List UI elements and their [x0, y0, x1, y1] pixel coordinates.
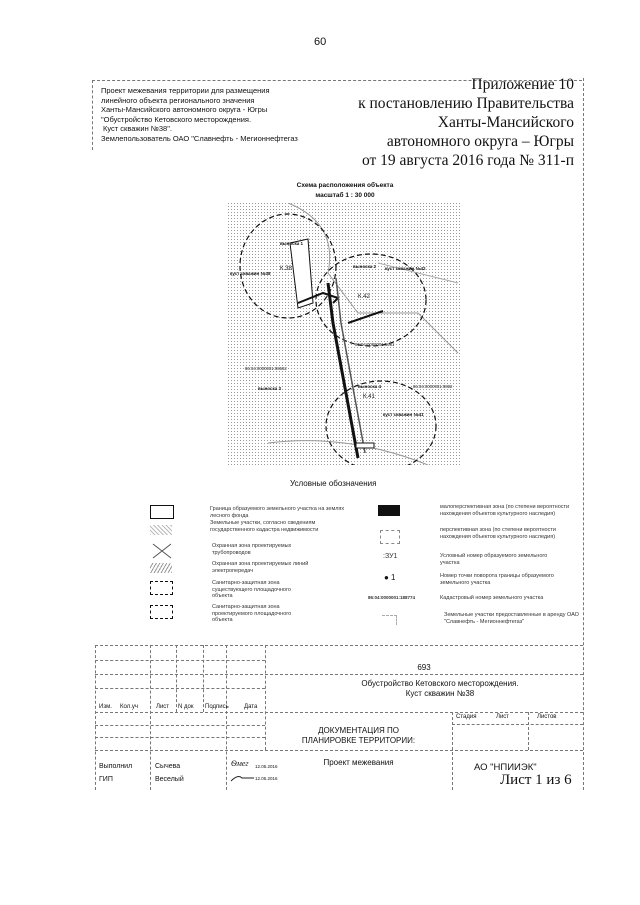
appendix-line: автономного округа – Югры	[386, 133, 574, 150]
organization: АО "НПИИЭК"	[474, 762, 537, 773]
cadastral-parcels-symbol-icon	[150, 525, 172, 535]
legend-title: Условные обозначения	[290, 479, 377, 488]
object-name	[290, 679, 590, 699]
leased-parcel-icon	[382, 615, 397, 625]
callout-4: выноска 4	[358, 384, 382, 389]
label-k41: К.41	[363, 394, 375, 400]
legend-text: Охранная зона проектируемых линий электропередач	[212, 561, 309, 574]
header-right	[358, 75, 574, 170]
well-pad-42: куст скважин №42	[385, 266, 426, 271]
point-symbol: ● 1	[384, 573, 396, 582]
page-number: 60	[314, 36, 327, 48]
prospect-zone-icon	[380, 530, 400, 544]
cadastral-label: 86:04:0000001:98692	[245, 366, 287, 371]
doc-subtitle: Проект межевания	[323, 758, 394, 767]
powerline-zone-hatch-icon	[150, 563, 172, 573]
well-pad-38: куст скважин №38	[230, 271, 271, 276]
sheet-number: Лист 1 из 6	[500, 772, 572, 788]
legend-text: Граница образуемого земельного участка на землях лесного фонда	[210, 506, 345, 519]
location-map	[228, 203, 462, 465]
person-name: Веселый	[155, 776, 184, 783]
object-line: Куст скважин №38	[405, 689, 475, 698]
cadastral-label: 86:04:0000001:9892	[413, 384, 453, 389]
boundary-symbol-icon	[150, 505, 174, 519]
col-header: Дата	[244, 704, 258, 710]
object-line: Обустройство Кетовского месторождения.	[361, 679, 519, 688]
sheets-header: Листов	[537, 714, 557, 720]
header-line: Землепользователь ОАО "Славнефть - Мегионнефтегаз	[101, 133, 298, 143]
col-header: Изм.	[99, 704, 112, 710]
appendix-line: к постановлению Правительства	[358, 95, 574, 112]
zu-symbol: :ЗУ1	[383, 553, 398, 560]
col-header: Кол.уч	[120, 704, 138, 710]
cadastral-label: 86:04:0000001:5981	[355, 342, 395, 347]
sheet-header: Лист	[496, 714, 510, 720]
low-prospect-zone-icon	[378, 505, 400, 516]
legend-text: Условный номер образуемого земельного участка	[440, 553, 548, 566]
header-line: Куст скважин №38".	[103, 124, 172, 134]
header-line: линейного объекта регионального значения	[101, 95, 255, 105]
label-k42: К.42	[358, 294, 370, 300]
legend-text: Кадастровый номер земельного участка	[440, 595, 544, 601]
header-line: "Обустройство Кетовского месторождения.	[101, 114, 252, 124]
doc-line: ДОКУМЕНТАЦИЯ ПО	[318, 726, 399, 735]
map-scale: масштаб 1 : 30 000	[315, 192, 375, 199]
legend-text: Санитарно-защитная зона существующего площадочного объекта	[212, 580, 291, 600]
cadastral-symbol: 86:04:0000001:188774	[368, 595, 416, 600]
legend-text: Номер точки поворота границы образуемого земельного участка	[440, 573, 554, 586]
signature-1: Ѳмег	[231, 759, 249, 768]
document-code: 693	[417, 663, 431, 672]
callout-1: выноска 1	[280, 241, 304, 246]
legend-text: перспективная зона (по степени вероятности нахождения объектов культурного наследия)	[440, 527, 556, 540]
appendix-line: Ханты-Мансийского	[437, 114, 574, 131]
appendix-number: Приложение 10	[471, 76, 574, 93]
well-pad-41: куст скважин №41	[383, 412, 424, 417]
projected-sanitary-zone-icon	[150, 605, 173, 619]
callout-2: выноска 2	[353, 264, 377, 269]
doc-line: ПЛАНИРОВКЕ ТЕРРИТОРИИ:	[301, 736, 416, 745]
label-k38: К.38	[280, 266, 292, 272]
legend-text: Охранная зона проектируемых трубопроводов	[212, 543, 292, 556]
sign-date: 12.05.2016	[255, 776, 278, 781]
signature-2	[230, 774, 255, 782]
header-line: Ханты-Мансийского автономного округа - Югры	[101, 105, 268, 115]
legend-text: малоперспективная зона (по степени вероятности нахождения объектов культурного наследия)	[440, 504, 570, 517]
role-label: Выполнил	[99, 763, 133, 770]
person-name: Сычева	[155, 763, 181, 770]
sign-date: 12.05.2016	[255, 764, 278, 769]
col-header: Лист	[156, 704, 170, 710]
callout-3: выноска 3	[258, 386, 282, 391]
header-left	[101, 86, 298, 144]
header-line: Проект межевания территории для размещения	[101, 86, 270, 95]
legend-text: Земельные участки, согласно сведениям государственного кадастра недвижимости	[210, 520, 319, 533]
role-label: ГИП	[99, 776, 113, 783]
existing-sanitary-zone-icon	[150, 581, 173, 595]
pipeline-zone-cross-icon	[152, 543, 172, 559]
legend-text: Земельные участки предоставленные в аренду ОАО "Славнефть - Мегионнефтегаз"	[444, 612, 579, 625]
legend-text: Санитарно-защитная зона проектируемого площадочного объекта	[212, 604, 292, 624]
doc-type	[265, 726, 452, 746]
map-title	[228, 181, 462, 201]
stage-header: Стадия	[456, 714, 477, 720]
col-header: Подпись	[205, 704, 229, 710]
col-header: N док	[178, 704, 194, 710]
appendix-date: от 19 августа 2016 года № 311-п	[361, 152, 574, 169]
map-title-text: Схема расположения объекта	[296, 182, 394, 189]
